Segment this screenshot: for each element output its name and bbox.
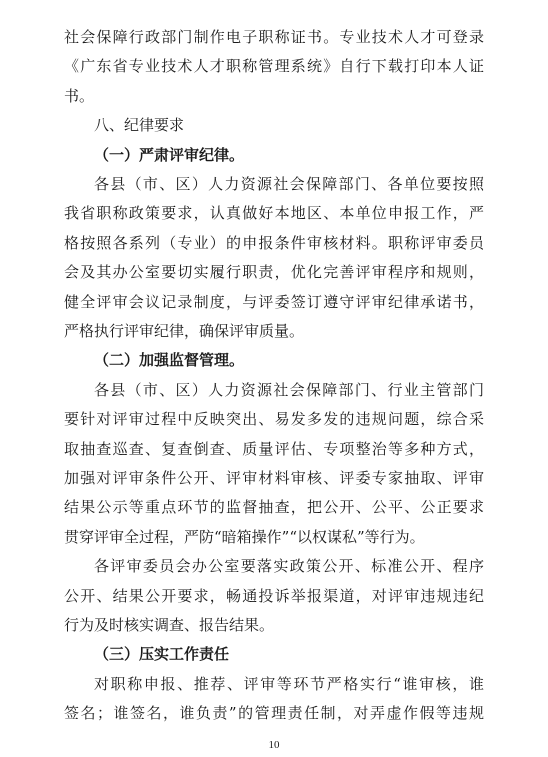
body-line: 要针对评审过程中反映突出、易发多发的违规问题，综合采 (64, 410, 484, 428)
body-line: 《广东省专业技术人才职称管理系统》自行下载打印本人证 (64, 57, 484, 75)
body-line: 结果公示等重点环节的监督抽查，把公开、公平、公正要求 (64, 498, 484, 516)
body-line: 格按照各系列（专业）的申报条件审核材料。职称评审委员 (64, 234, 484, 252)
body-line: 我省职称政策要求，认真做好本地区、本单位申报工作，严 (64, 204, 484, 222)
paragraph-first-line: 各县（市、区）人力资源社会保障部门、各单位要按照 (94, 175, 484, 193)
subsection-heading: （二）加强监督管理。 (94, 351, 245, 369)
section-heading: 八、纪律要求 (94, 116, 185, 134)
body-line: 行为及时核实调查、报告结果。 (64, 616, 275, 634)
body-line: 健全评审会议记录制度，与评委签订遵守评审纪律承诺书， (64, 293, 484, 311)
body-line: 取抽查巡查、复查倒查、质量评估、专项整治等多种方式， (64, 440, 484, 458)
body-line: 社会保障行政部门制作电子职称证书。专业技术人才可登录 (64, 28, 484, 46)
paragraph-first-line: 各县（市、区）人力资源社会保障部门、行业主管部门 (94, 381, 484, 399)
body-line: 会及其办公室要切实履行职责，优化完善评审程序和规则， (64, 263, 484, 281)
body-line: 签名；谁签名，谁负责”的管理责任制，对弄虚作假等违规 (64, 704, 484, 722)
body-line: 加强对评审条件公开、评审材料审核、评委专家抽取、评审 (64, 469, 484, 487)
body-line: 贯穿评审全过程，严防“暗箱操作”“以权谋私”等行为。 (64, 528, 425, 546)
paragraph-first-line: 各评审委员会办公室要落实政策公开、标准公开、程序 (94, 557, 484, 575)
subsection-heading: （一）严肃评审纪律。 (94, 146, 245, 164)
body-line: 书。 (64, 87, 95, 105)
page-number: 10 (268, 739, 280, 751)
body-line: 公开、结果公开要求，畅通投诉举报渠道，对评审违规违纪 (64, 587, 484, 605)
paragraph-first-line: 对职称申报、推荐、评审等环节严格实行“谁审核，谁 (94, 675, 484, 693)
subsection-heading: （三）压实工作责任 (94, 645, 230, 663)
body-line: 严格执行评审纪律，确保评审质量。 (64, 322, 305, 340)
